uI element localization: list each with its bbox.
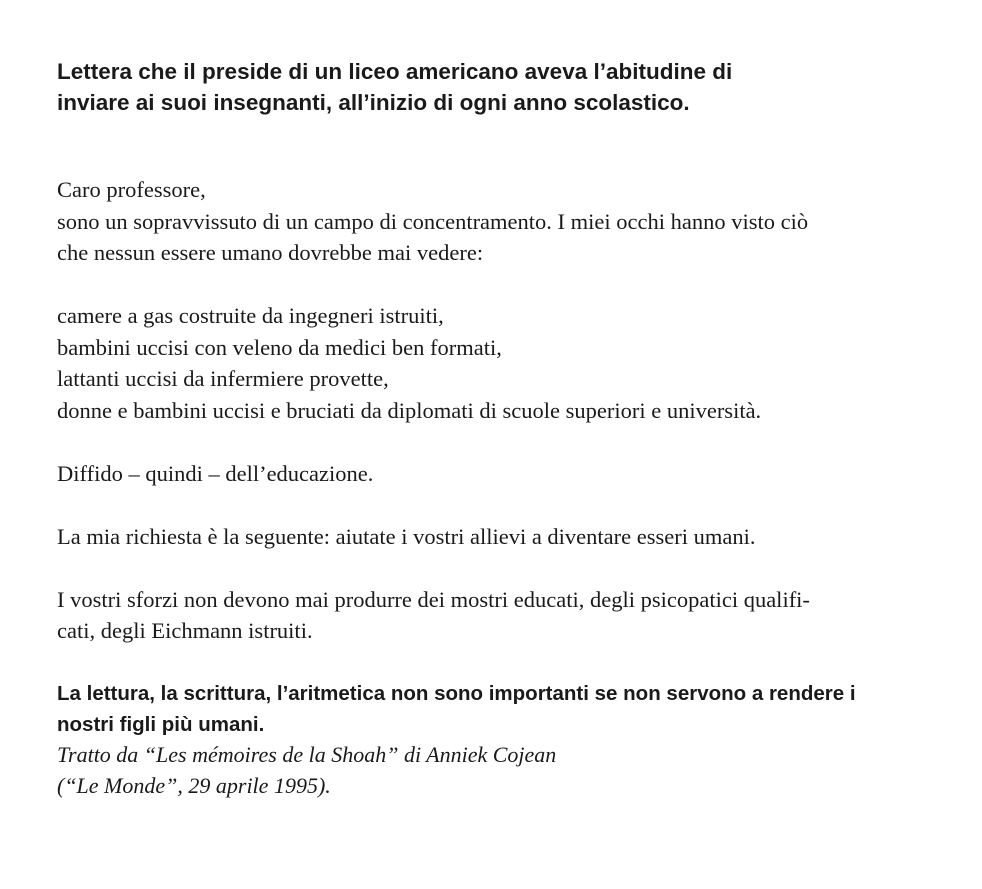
text-line: camere a gas costruite da ingegneri istruiti, — [57, 303, 444, 328]
paragraph-conclusion — [57, 678, 947, 740]
text-line: I vostri sforzi non devono mai produrre dei mostri educati, degli psicopatici qualifi- — [57, 586, 810, 612]
text-line: nostri figli più umani. — [57, 713, 265, 736]
text-line: Diffido – quindi – dell’educazione. — [57, 460, 374, 486]
text-line: lattanti uccisi da infermiere provette, — [57, 366, 389, 391]
title-line: inviare ai suoi insegnanti, all’inizio di ogni anno scolastico. — [57, 90, 690, 115]
paragraph-list — [57, 300, 947, 426]
document-title — [57, 56, 947, 118]
source-citation — [57, 739, 556, 801]
title-line: Lettera che il preside di un liceo americano aveva l’abitudine di — [57, 59, 733, 84]
letter-body — [57, 174, 947, 740]
paragraph-request — [57, 521, 947, 553]
text-line: Caro professore, — [57, 177, 206, 202]
paragraph-distrust — [57, 458, 947, 490]
text-line: cati, degli Eichmann istruiti. — [57, 618, 313, 643]
citation-line: (“Le Monde”, 29 aprile 1995). — [57, 773, 331, 798]
document-page — [57, 56, 947, 772]
text-line: La mia richiesta è la seguente: aiutate i vostri allievi a diventare esseri umani. — [57, 523, 756, 549]
text-line: sono un sopravvissuto di un campo di concentramento. I miei occhi hanno visto ciò — [57, 208, 809, 234]
paragraph-efforts — [57, 584, 947, 647]
text-line: che nessun essere umano dovrebbe mai vedere: — [57, 240, 484, 265]
citation-line: Tratto da “Les mémoires de la Shoah” di Anniek Cojean — [57, 742, 557, 767]
text-line: bambini uccisi con veleno da medici ben formati, — [57, 334, 502, 360]
text-line: La lettura, la scrittura, l’aritmetica non sono importanti se non servono a rendere i — [57, 682, 856, 705]
paragraph-greeting — [57, 174, 947, 269]
text-line: donne e bambini uccisi e bruciati da diplomati di scuole superiori e università. — [57, 397, 762, 423]
